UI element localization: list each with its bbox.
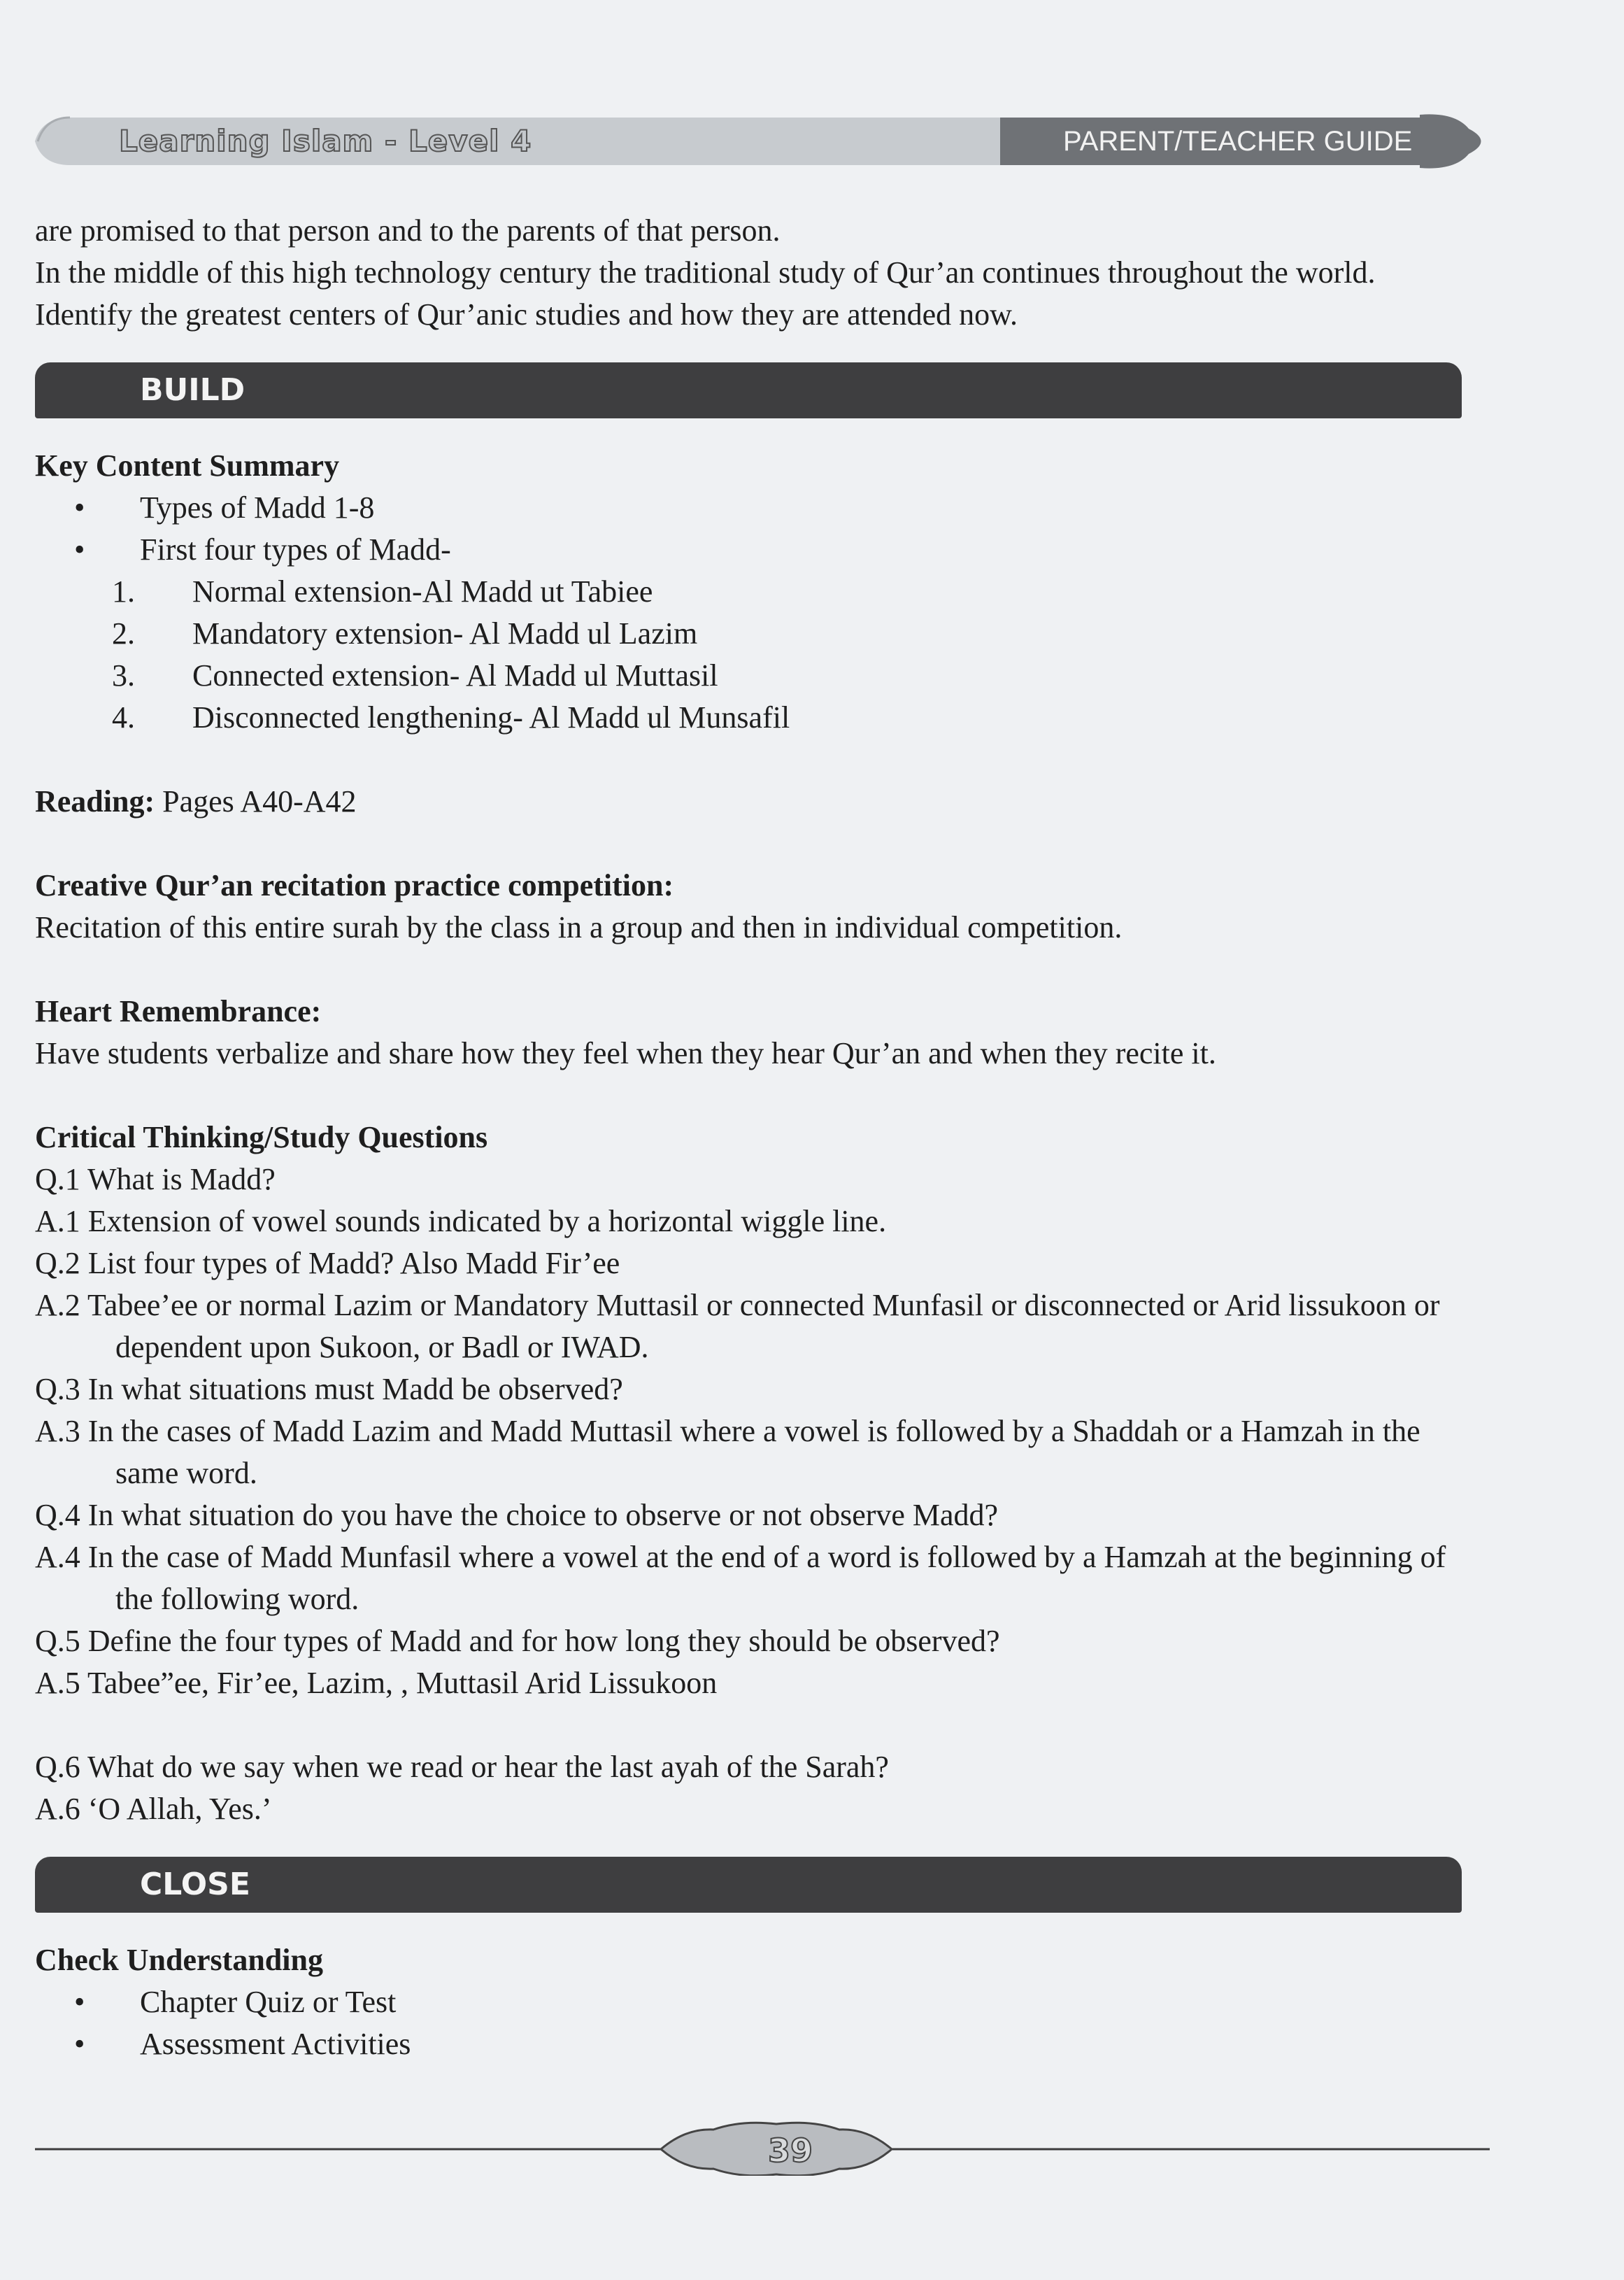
numbered-item xyxy=(35,697,1462,739)
qa-line: A.3 In the cases of Madd Lazim and Madd Muttasil where a vowel is followed by a Shaddah or a Hamzah in the same word. xyxy=(35,1414,1420,1490)
qa-line: Q.2 List four types of Madd? Also Madd Fir’ee xyxy=(35,1246,620,1280)
qa-line: Q.3 In what situations must Madd be observed? xyxy=(35,1372,623,1406)
critical-heading: Critical Thinking/Study Questions xyxy=(35,1120,488,1154)
build-section-label: BUILD xyxy=(140,372,245,408)
recitation-text: Recitation of this entire surah by the class in a group and then in individual competition. xyxy=(35,910,1123,944)
qa-line: A.2 Tabee’ee or normal Lazim or Mandatory Muttasil or connected Munfasil or disconnected or Arid lissukoon or dependent upon Sukoon, or Badl or IWAD. xyxy=(35,1288,1440,1364)
close-section-bar xyxy=(35,1857,1462,1913)
header-right-title: PARENT/TEACHER GUIDE xyxy=(1063,126,1413,157)
intro-line-1: are promised to that person and to the parents of that person. xyxy=(35,213,781,248)
numbered-item xyxy=(35,655,1462,697)
qa-line: A.1 Extension of vowel sounds indicated by a horizontal wiggle line. xyxy=(35,1204,887,1238)
reading-line xyxy=(35,781,1462,823)
qa-line: A.5 Tabee”ee, Fir’ee, Lazim, , Muttasil Arid Lissukoon xyxy=(35,1666,718,1700)
heart-heading: Heart Remembrance: xyxy=(35,994,322,1028)
item-number: 4. xyxy=(112,700,135,735)
list-item: • Assessment Activities xyxy=(35,2023,1462,2065)
qa-line: Q.4 In what situation do you have the choice to observe or not observe Madd? xyxy=(35,1498,999,1532)
page-footer xyxy=(35,2120,1490,2176)
qa-line: A.4 In the case of Madd Munfasil where a vowel at the end of a word is followed by a Hamzah at the beginning of the following word. xyxy=(35,1540,1446,1616)
list-item: • First four types of Madd- xyxy=(35,529,1462,571)
page-content xyxy=(35,210,1462,2065)
reading-label: Reading: xyxy=(35,784,155,819)
page-number: 39 xyxy=(767,2132,813,2169)
close-section-label: CLOSE xyxy=(140,1867,250,1902)
qa-line: Q.5 Define the four types of Madd and for how long they should be observed? xyxy=(35,1624,1000,1658)
header-left-title: Learning Islam - Level 4 xyxy=(119,124,532,158)
recitation-heading: Creative Qur’an recitation practice competition: xyxy=(35,868,674,902)
qa-line: Q.1 What is Madd? xyxy=(35,1162,276,1196)
item-number: 1. xyxy=(112,574,135,609)
check-understanding-heading: Check Understanding xyxy=(35,1943,323,1977)
key-content-heading: Key Content Summary xyxy=(35,448,340,483)
page-header xyxy=(28,112,1497,171)
item-text: Disconnected lengthening- Al Madd ul Munsafil xyxy=(192,700,790,735)
qa-line: A.6 ‘O Allah, Yes.’ xyxy=(35,1792,272,1826)
item-text: Normal extension-Al Madd ut Tabiee xyxy=(192,574,653,609)
numbered-item xyxy=(35,571,1462,613)
list-item: • Types of Madd 1-8 xyxy=(35,487,1462,529)
item-number: 2. xyxy=(112,616,135,651)
build-section-bar xyxy=(35,362,1462,418)
qa-line: Q.6 What do we say when we read or hear the last ayah of the Sarah? xyxy=(35,1750,889,1784)
item-text: Mandatory extension- Al Madd ul Lazim xyxy=(192,616,698,651)
item-text: Connected extension- Al Madd ul Muttasil xyxy=(192,658,718,693)
list-item: • Chapter Quiz or Test xyxy=(35,1981,1462,2023)
heart-text: Have students verbalize and share how they feel when they hear Qur’an and when they recite it. xyxy=(35,1036,1216,1070)
item-number: 3. xyxy=(112,658,135,693)
reading-text: Pages A40-A42 xyxy=(155,784,357,819)
intro-line-2: In the middle of this high technology century the traditional study of Qur’an continues throughout the world. Identify the greatest centers of Qur’anic studies and how they are attended now. xyxy=(35,255,1376,332)
numbered-item xyxy=(35,613,1462,655)
